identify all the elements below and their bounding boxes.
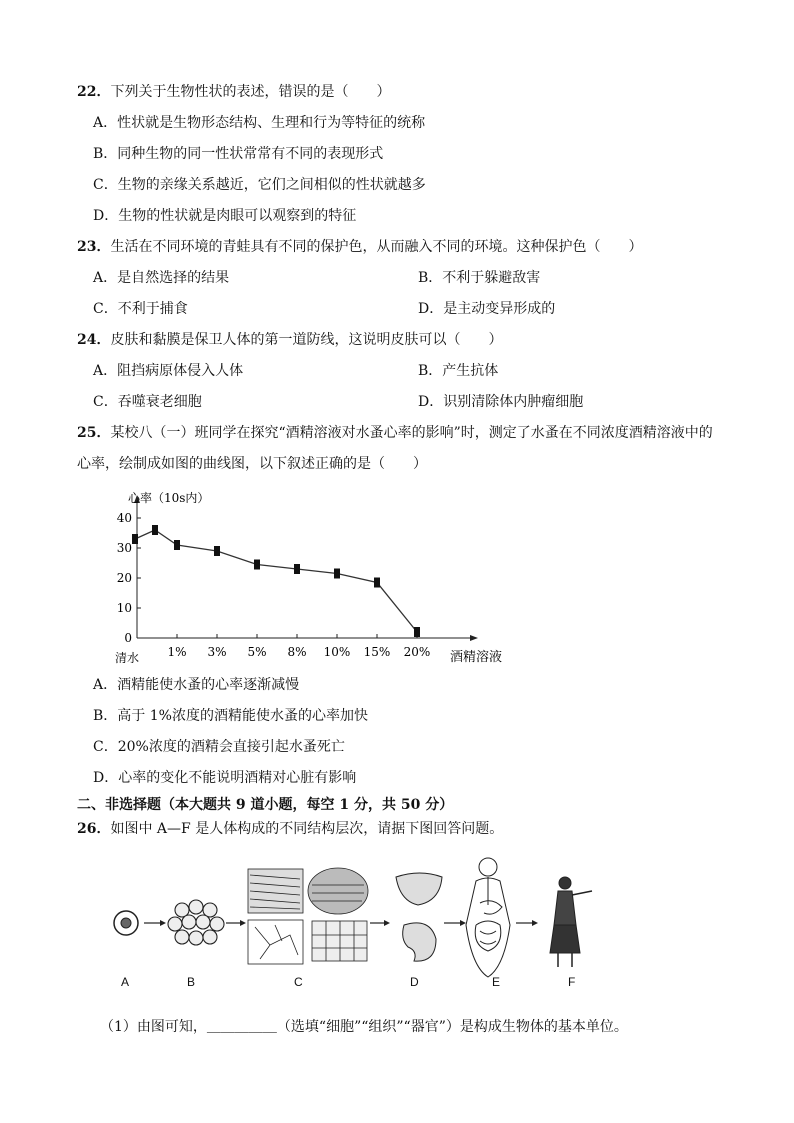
q25-text-1: 某校八（一）班同学在探究“酒精溶液对水蚤心率的影响”时，测定了水蚤在不同浓度酒精溶液中的 [110, 425, 713, 441]
figure-label-a: A [121, 975, 130, 989]
q22-text: 下列关于生物性状的表述，错误的是（ ） [110, 84, 391, 100]
organs-figure [396, 873, 442, 961]
q23-stem [77, 238, 642, 256]
figure-label-d: D [410, 975, 419, 989]
q24-number: 24． [77, 332, 111, 348]
x-tick-label: 15% [363, 645, 391, 659]
q22-option-d[interactable]: D．生物的性状就是肉眼可以观察到的特征 [93, 208, 357, 224]
data-point [334, 569, 340, 579]
x-tick-label: 3% [207, 645, 227, 659]
q22-option-c[interactable]: C．生物的亲缘关系越近，它们之间相似的性状就越多 [93, 177, 426, 193]
data-point [214, 546, 220, 556]
y-tick-label: 30 [116, 541, 132, 555]
data-point [152, 525, 158, 535]
q25-number: 25． [77, 425, 111, 441]
q26-stem [77, 820, 503, 838]
q25-option-d[interactable]: D．心率的变化不能说明酒精对心脏有影响 [93, 770, 357, 786]
data-point [254, 560, 260, 570]
digestive-system-figure [466, 858, 510, 977]
q24-option-d[interactable]: D．识别清除体内肿瘤细胞 [418, 394, 584, 410]
y-tick-label: 40 [116, 511, 132, 525]
person-figure [550, 877, 592, 967]
cell-cluster-figure [168, 900, 224, 945]
x-tick-label: 清水 [114, 651, 140, 665]
data-point [374, 578, 380, 588]
y-tick-label: 20 [116, 571, 132, 585]
q24-option-a[interactable]: A．阻挡病原体侵入人体 [93, 363, 244, 379]
chart-ticks [115, 511, 430, 665]
q22-option-a[interactable]: A．性状就是生物形态结构、生理和行为等特征的统称 [93, 115, 426, 131]
chart-points [132, 525, 420, 637]
x-axis-label: 酒精溶液 [450, 650, 503, 665]
q26-text: 如图中 A—F 是人体构成的不同结构层次，请据下图回答问题。 [110, 821, 504, 837]
cell-figure [114, 911, 138, 935]
q23-option-b[interactable]: B．不利于躲避敌害 [418, 270, 541, 286]
x-tick-label: 10% [323, 645, 351, 659]
q25-option-b[interactable]: B．高于 1%浓度的酒精能使水蚤的心率加快 [93, 708, 368, 724]
x-tick-label: 8% [287, 645, 307, 659]
y-tick-label: 10 [116, 601, 132, 615]
q23-option-d[interactable]: D．是主动变异形成的 [418, 301, 556, 317]
figure-label-e: E [492, 975, 501, 989]
q22-number: 22． [77, 84, 111, 100]
q24-stem [77, 331, 502, 349]
q25-stem-line1 [77, 424, 713, 442]
data-point [174, 540, 180, 550]
x-tick-label: 20% [403, 645, 431, 659]
data-point [414, 627, 420, 637]
q25-option-a[interactable]: A．酒精能使水蚤的心率逐渐减慢 [93, 677, 300, 693]
figure-label-c: C [294, 975, 303, 989]
q23-option-c[interactable]: C．不利于捕食 [93, 301, 188, 317]
q24-option-b[interactable]: B．产生抗体 [418, 363, 499, 379]
data-point [132, 534, 138, 544]
body-structure-levels-diagram [100, 855, 620, 1000]
q24-option-c[interactable]: C．吞噬衰老细胞 [93, 394, 202, 410]
section-2-title: 二、非选择题（本大题共 9 道小题，每空 1 分，共 50 分） [77, 797, 454, 813]
x-axis-arrow [470, 635, 478, 641]
q26-number: 26． [77, 821, 111, 837]
q23-text: 生活在不同环境的青蛙具有不同的保护色，从而融入不同的环境。这种保护色（ ） [110, 239, 643, 255]
q22-option-b[interactable]: B．同种生物的同一性状常常有不同的表现形式 [93, 146, 384, 162]
tissues-figure [248, 868, 368, 964]
q23-option-a[interactable]: A．是自然选择的结果 [93, 270, 230, 286]
data-point [294, 564, 300, 574]
q25-stem-line2: 心率，绘制成如图的曲线图，以下叙述正确的是（ ） [77, 456, 427, 472]
q22-stem [77, 83, 390, 101]
x-tick-label: 1% [167, 645, 187, 659]
q25-option-c[interactable]: C．20%浓度的酒精会直接引起水蚤死亡 [93, 739, 345, 755]
chart-axes [134, 495, 478, 641]
y-tick-label: 0 [124, 631, 132, 645]
y-axis-label: 心率（10s内） [128, 491, 210, 505]
q23-number: 23． [77, 239, 111, 255]
q24-text: 皮肤和黏膜是保卫人体的第一道防线，这说明皮肤可以（ ） [110, 332, 503, 348]
q26-subquestion-1: （1）由图可知，＿＿＿＿＿（选填“细胞”“组织”“器官”）是构成生物体的基本单位。 [100, 1019, 628, 1035]
heart-rate-chart [100, 485, 520, 670]
x-tick-label: 5% [247, 645, 267, 659]
figure-label-b: B [187, 975, 196, 989]
figure-label-f: F [568, 975, 576, 989]
